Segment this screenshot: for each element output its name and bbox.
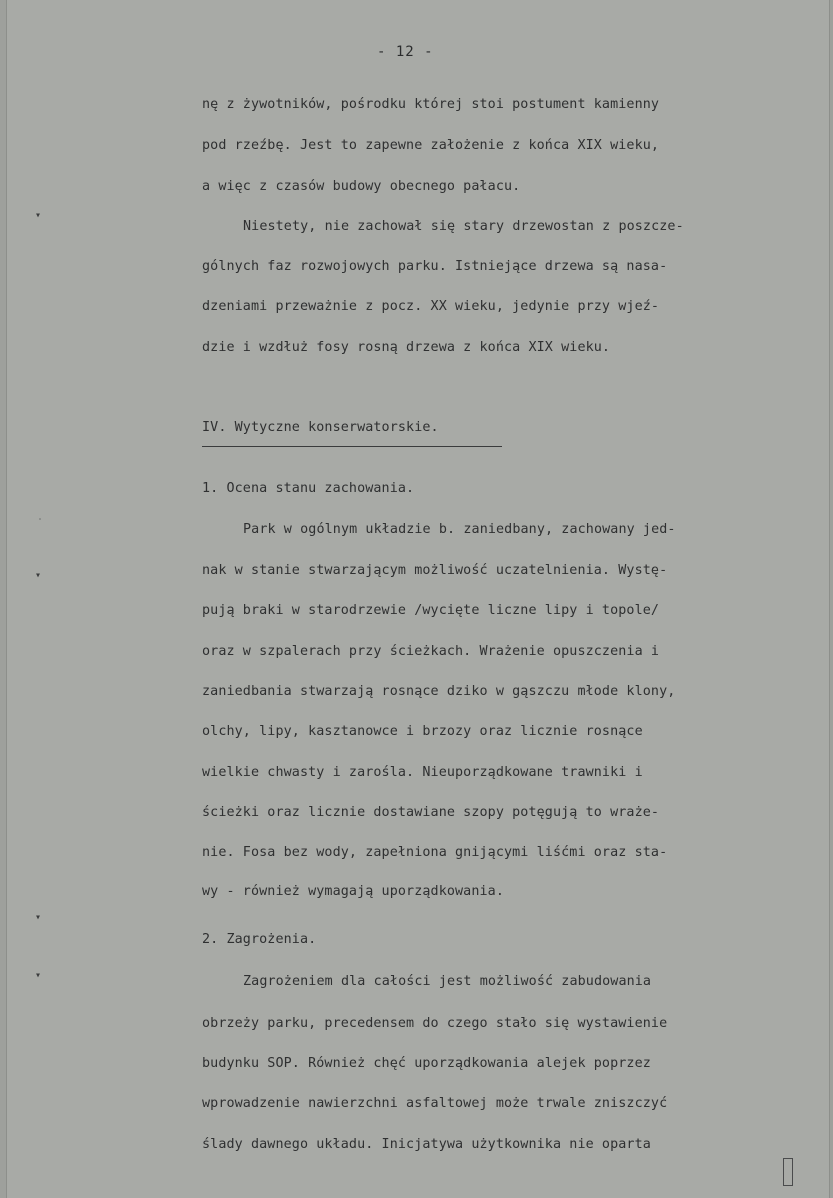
margin-dot: ˙ — [37, 518, 44, 529]
page-number: - 12 - — [377, 44, 434, 60]
subsection-heading: 2. Zagrożenia. — [202, 932, 317, 947]
document-page — [6, 0, 830, 1198]
text-line: zaniedbania stwarzają rosnące dziko w gąszczu młode klony, — [202, 684, 676, 699]
text-line: Park w ogólnym układzie b. zaniedbany, zachowany jed- — [243, 522, 676, 537]
text-line: wprowadzenie nawierzchni asfaltowej może trwale zniszczyć — [202, 1096, 668, 1111]
text-line: wy - również wymagają uporządkowania. — [202, 884, 504, 899]
text-line: nę z żywotników, pośrodku której stoi postument kamienny — [202, 97, 660, 112]
text-line: ścieżki oraz licznie dostawiane szopy potęgują to wraże- — [202, 805, 660, 820]
text-line: Niestety, nie zachował się stary drzewostan z poszcze- — [243, 219, 684, 234]
text-line: ślady dawnego układu. Inicjatywa użytkownika nie oparta — [202, 1137, 651, 1152]
text-line: olchy, lipy, kasztanowce i brzozy oraz licznie rosnące — [202, 724, 643, 739]
text-line: budynku SOP. Również chęć uporządkowania alejek poprzez — [202, 1056, 651, 1071]
text-line: dzeniami przeważnie z pocz. XX wieku, jedynie przy wjeź- — [202, 299, 660, 314]
text-line: gólnych faz rozwojowych parku. Istniejące drzewa są nasa- — [202, 259, 668, 274]
margin-dot: ▾ — [35, 912, 42, 923]
text-line: nie. Fosa bez wody, zapełniona gnijącymi liśćmi oraz sta- — [202, 845, 668, 860]
text-line: nak w stanie stwarzającym możliwość uczatelnienia. Wystę- — [202, 563, 668, 578]
margin-dot: ▾ — [35, 970, 42, 981]
text-line: dzie i wzdłuż fosy rosną drzewa z końca XIX wieku. — [202, 340, 611, 355]
margin-dot: ▾ — [35, 210, 42, 221]
text-line: Zagrożeniem dla całości jest możliwość zabudowania — [243, 974, 652, 989]
text-line: obrzeży parku, precedensem do czego stało się wystawienie — [202, 1016, 668, 1031]
corner-marker — [783, 1158, 793, 1186]
text-line: pują braki w starodrzewie /wycięte liczne lipy i topole/ — [202, 603, 660, 618]
text-line: wielkie chwasty i zarośla. Nieuporządkowane trawniki i — [202, 765, 643, 780]
text-line: oraz w szpalerach przy ścieżkach. Wrażenie opuszczenia i — [202, 644, 660, 659]
margin-dot: ▾ — [35, 570, 42, 581]
heading-underline — [202, 446, 502, 447]
text-line: pod rzeźbę. Jest to zapewne założenie z końca XIX wieku, — [202, 138, 660, 153]
section-heading: IV. Wytyczne konserwatorskie. — [202, 420, 439, 435]
page-content — [7, 0, 829, 1198]
text-line: a więc z czasów budowy obecnego pałacu. — [202, 179, 521, 194]
subsection-heading: 1. Ocena stanu zachowania. — [202, 481, 415, 496]
